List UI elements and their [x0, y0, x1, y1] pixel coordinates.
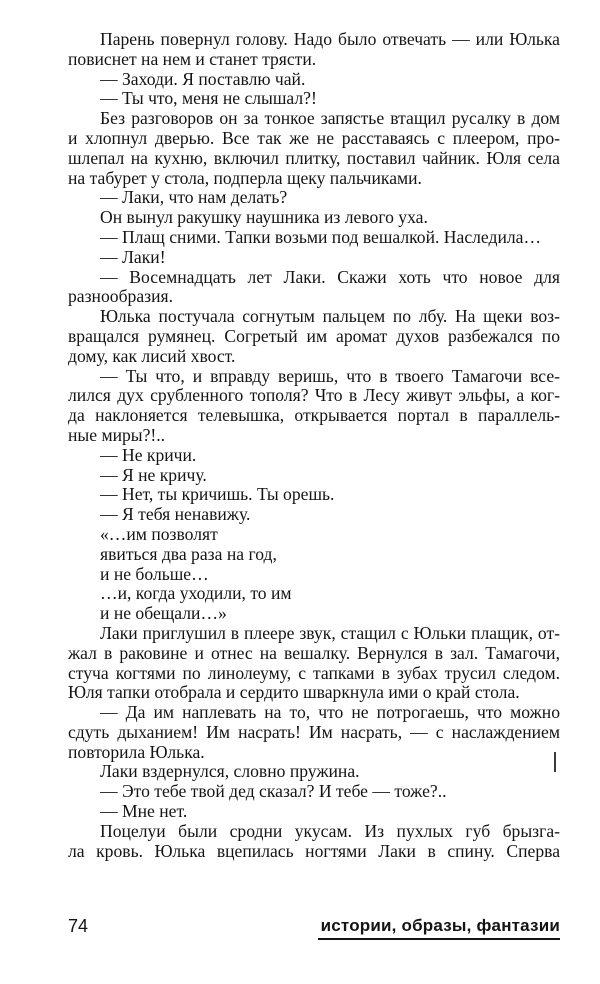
- text-line: — Плащ сними. Тапки возьми под вешалкой. Наследила…: [100, 226, 542, 247]
- text-line: — Восемнадцать лет Лаки. Скажи хоть что новое для: [100, 266, 560, 287]
- body-text: [68, 30, 560, 861]
- text-line: — Заходи. Я поставлю чай.: [100, 68, 306, 89]
- text-line: повиснет на нем и станет трясти.: [68, 48, 317, 69]
- running-title-underline: [318, 938, 560, 940]
- text-line: — Да им наплевать на то, что не потрогаешь, что можно: [100, 702, 560, 723]
- text-line: — Ты что, и вправду веришь, что в твоего Тамагочи все-: [100, 365, 560, 386]
- text-line: — Я не кричу.: [100, 464, 207, 485]
- text-line: да наклоняется телевышка, открывается портал в параллель-: [68, 405, 560, 426]
- text-line: Лаки вздернулся, словно пружина.: [100, 761, 360, 782]
- text-line: — Лаки!: [100, 246, 166, 267]
- text-line: Юля тапки отобрала и сердито шваркнула ими о край стола.: [68, 682, 520, 703]
- text-line: — Не кричи.: [100, 444, 197, 465]
- text-line: сдуть дыханием! Им насрать! Им насрать, — с наслаждением: [68, 721, 560, 742]
- text-line: жал в раковине и отнес на вешалку. Вернулся в зал. Тамагочи,: [68, 642, 560, 663]
- text-line: — Ты что, меня не слышал?!: [100, 88, 317, 109]
- text-line: — Нет, ты кричишь. Ты орешь.: [100, 484, 335, 505]
- text-line: — Лаки, что нам делать?: [100, 187, 288, 208]
- text-line: — Это тебе твой дед сказал? И тебе — тоже?..: [100, 781, 447, 802]
- text-line: ла кровь. Юлька вцепилась ногтями Лаки в спину. Сперва: [68, 840, 560, 861]
- text-line: дому, как лисий хвост.: [68, 345, 236, 366]
- text-line: Поцелуи были сродни укусам. Из пухлых губ брызга-: [100, 820, 560, 841]
- running-title: истории, образы, фантазии: [320, 916, 560, 935]
- page-number: 74: [68, 916, 89, 936]
- text-line: разнообразия.: [68, 286, 173, 307]
- text-line: вращался румянец. Согретый им аромат духов разбежался по: [68, 325, 560, 346]
- text-line: лился дух срубленного тополя? Что в Лесу живут эльфы, а ког-: [68, 385, 560, 406]
- text-line: — Мне нет.: [100, 801, 188, 822]
- text-line: шлепал на кухню, включил плитку, поставил чайник. Юля села: [68, 147, 560, 168]
- text-line: — Я тебя ненавижу.: [100, 504, 251, 525]
- text-line: «…им позволят: [100, 523, 218, 544]
- text-line: Юлька постучала согнутым пальцем по лбу. На щеки воз-: [100, 306, 560, 327]
- text-line: Лаки приглушил в плеере звук, стащил с Юльки плащик, от-: [100, 622, 560, 643]
- text-line: Он вынул ракушку наушника из левого уха.: [100, 207, 428, 228]
- scan-edge-mark: [554, 752, 556, 772]
- text-line: и хлопнул дверью. Все так же не расставаясь с плеером, про-: [68, 127, 560, 148]
- text-line: Парень повернул голову. Надо было отвечать — или Юлька: [100, 29, 560, 49]
- text-line: явиться два раза на год,: [100, 543, 277, 564]
- text-line: ные миры?!..: [68, 424, 166, 445]
- text-line: повторила Юлька.: [68, 741, 205, 762]
- text-line: стуча когтями по линолеуму, с тапками в зубах трусил следом.: [68, 662, 560, 683]
- text-line: на табурет у стола, подперла щеку пальчиками.: [68, 167, 422, 188]
- text-line: и не обещали…»: [100, 603, 227, 624]
- text-line: и не больше…: [100, 563, 209, 584]
- text-line: Без разговоров он за тонкое запястье втащил русалку в дом: [100, 108, 560, 129]
- text-line: …и, когда уходили, то им: [100, 583, 292, 604]
